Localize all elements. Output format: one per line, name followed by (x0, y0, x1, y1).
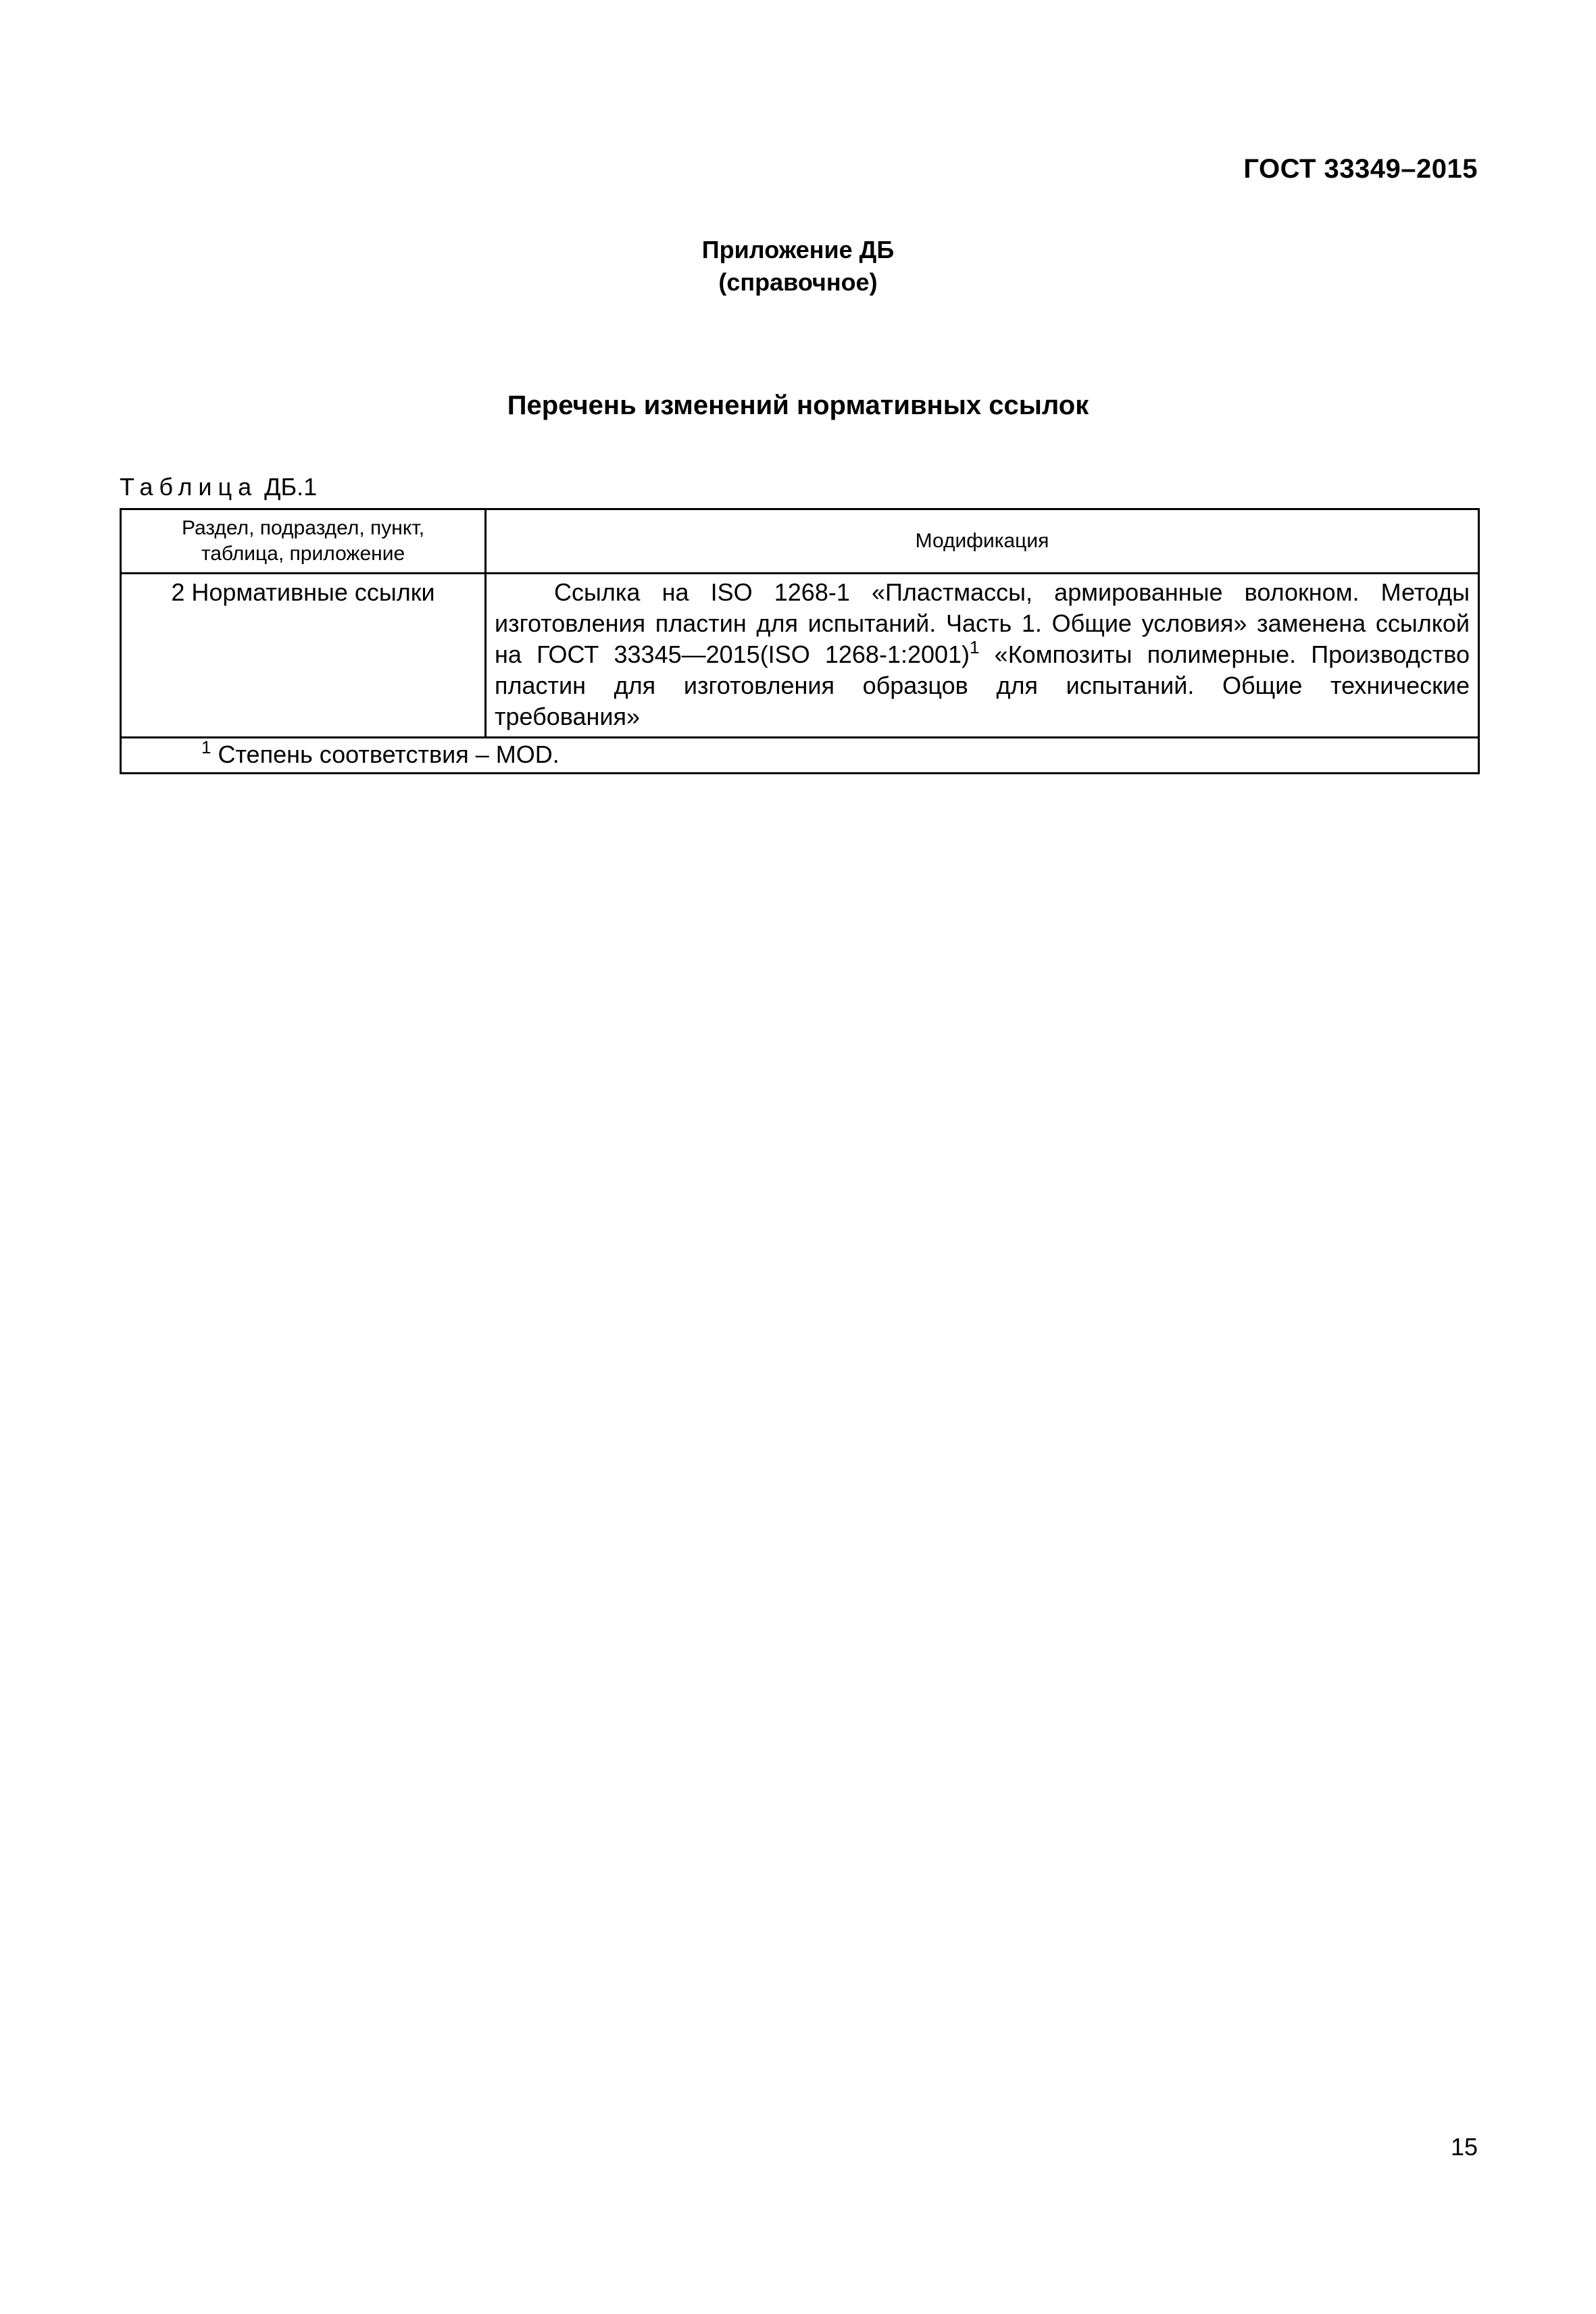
table-caption-word: Таблица (120, 473, 258, 501)
table-row (121, 574, 1479, 738)
column-header-modification: Модификация (486, 509, 1479, 574)
appendix-heading (0, 234, 1596, 299)
table-caption (120, 473, 317, 501)
column-header-section: Раздел, подраздел, пункт, таблица, приложение (121, 509, 486, 574)
appendix-subtitle: (справочное) (718, 268, 878, 296)
table-caption-number: ДБ.1 (264, 473, 318, 501)
table-footnote-row (121, 738, 1479, 774)
footnote-marker: 1 (201, 737, 211, 757)
document-code: ГОСТ 33349–2015 (1243, 154, 1478, 184)
footnote-text: Степень соответствия – MOD. (211, 740, 559, 768)
modification-text-continued: «Композиты полимерные. Производство пластин для изготовления образцов для испытаний. Общие технические требования» (495, 640, 1470, 730)
modifications-table (120, 508, 1480, 774)
cell-modification (486, 574, 1479, 738)
modification-text: Ссылка на ISO 1268-1 «Пластмассы, армированные волокном. Методы изготовления пластин для испытаний. Часть 1. Общие условия» заменена ссылкой на ГОСТ 33345—2015(ISO 1268-1:2001) (495, 578, 1470, 668)
appendix-title: Приложение ДБ (701, 236, 895, 263)
table-header-row (121, 509, 1479, 574)
footnote-reference: 1 (970, 637, 980, 657)
table-footnote (121, 738, 1479, 774)
page-title: Перечень изменений нормативных ссылок (507, 391, 1089, 420)
page-number: 15 (1450, 2133, 1478, 2161)
cell-section: 2 Нормативные ссылки (121, 574, 486, 738)
